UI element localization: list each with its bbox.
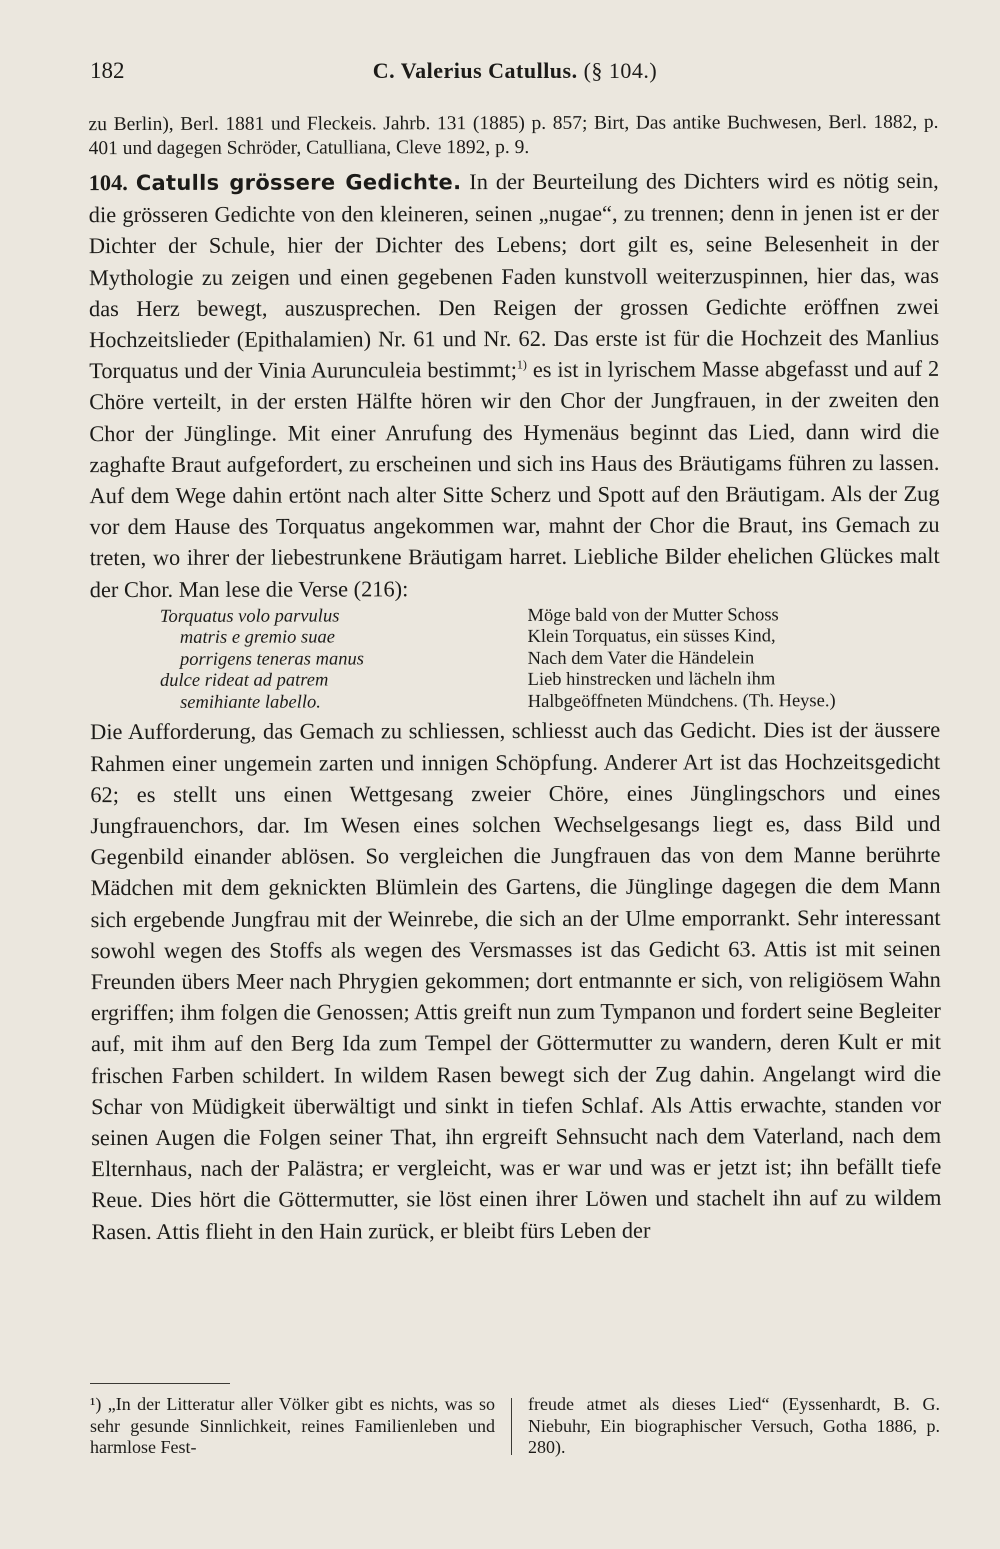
section-number: 104. xyxy=(88,170,128,196)
german-line: Klein Torquatus, ein süsses Kind, xyxy=(527,626,776,648)
latin-line: matris e gremio suae xyxy=(179,627,335,649)
carryover-paragraph: zu Berlin), Berl. 1881 und Fleckeis. Jahrb. 131 (1885) p. 857; Birt, Das antike Buchwesen, Berl. 1882, p. 401 und dagegen Schröder, Catulliana, Cleve 1892, p. 9. xyxy=(88,111,939,160)
verse-quotation xyxy=(90,605,940,715)
footnote-left-column: ¹) „In der Litteratur aller Völker gibt es nichts, was so sehr gesunde Sinnlichkeit, reines Familienleben und harmlose Fest- xyxy=(90,1394,495,1457)
paragraph-text-2: Die Aufforderung, das Gemach zu schliessen, schliesst auch das Gedicht. Dies ist der äussere Rahmen einer ungemein zarten und innigen Schöpfung. Anderer Art ist das Hochzeitsgedicht 62; es stellt uns einen Wettgesang zweier Chöre, eines Jünglingschors und eines Jungfrauenchors, dar. Im Wesen eines solchen Wechselgesangs liegt es, dass Bild und Gegenbild einander ablösen. So vergleichen die Jungfrauen das von dem Manne berührte Mädchen mit dem geknickten Blümlein des Gartens, die Jünglinge dagegen die dem Mann sich ergebende Jungfrau mit der Weinrebe, die sich an der Ulme emporrankt. Sehr interessant sowohl wegen des Stoffs als wegen des Versmasses ist das Gedicht 63. Attis ist mit seinen Freunden übers Meer nach Phrygien gekommen; dort entmannte er sich, von religiösem Wahn ergriffen; ihm folgen die Genossen; Attis greift nun zum Tympanon und fordert seine Begleiter auf, mit ihm auf den Berg Ida zum Tempel der Göttermutter zu wandern, deren Kult er mit frischen Farben schildert. In wildem Rasen bewegt sich der Zug dahin. Angelangt wird die Schar von Müdigkeit überwältigt und sinkt in tiefen Schlaf. Als Attis erwachte, standen vor seinen Augen die Folgen seiner That, ihn ergreift Sehnsucht nach dem Vaterland, nach dem Elternhaus, nach der Palästra; er vergleicht, was er war und was er jetzt ist; ihn befällt tiefe Reue. Dies hört die Göttermutter, sie löst einen ihrer Löwen und stachelt ihn auf zu wildem Rasen. Attis flieht in den Hain zurück, er bleibt fürs Leben der xyxy=(90,717,942,1244)
latin-line: porrigens teneras manus xyxy=(179,649,364,670)
running-head-title: C. Valerius Catullus. xyxy=(372,58,578,83)
footnote-rule xyxy=(90,1383,230,1384)
german-line: Nach dem Vater die Händelein xyxy=(527,648,755,669)
paragraph-text: In der Beurteilung des Dichters wird es nötig sein, die grösseren Gedichte von den kleineren, seinen „nugae“, zu trennen; denn in jenen ist er der Dichter der Schule, hier der Dichter des Lebens; dort gilt es, seine Belesenheit in der Mythologie zu zeigen und einen gegebenen Faden kunstvoll weiterzuspinnen, hier das, was das Herz bewegt, auszusprechen. Den Reigen der grossen Gedichte eröffnen zwei Hochzeitslieder (Epithalamien) Nr. 61 und Nr. 62. Das erste ist für die Hochzeit des Manlius Torquatus und der Vinia Aurunculeia bestimmt; xyxy=(88,167,940,384)
latin-line: Torquatus volo parvulus xyxy=(159,606,340,627)
section-paragraph xyxy=(89,165,940,605)
footnote-ref: 1) xyxy=(516,357,527,372)
footnote-column-divider xyxy=(511,1398,512,1455)
footnote-right-column: freude atmet als dieses Lied“ (Eyssenhardt, B. G. Niebuhr, Ein biographischer Versuch, Gotha 1886, p. 280). xyxy=(528,1394,940,1457)
paragraph-text-cont: es ist in lyrischem Masse abgefasst und auf 2 Chöre verteilt, in der ersten Hälfte hören wir den Chor der Jungfrauen, in der zweiten den Chor der Jünglinge. Mit einer Anrufung des Hymenäus beginnt das Lied, dann wird die zaghafte Braut aufgefordert, zu erscheinen und sich ins Haus des Bräutigams führen zu lassen. Auf dem Wege dahin ertönt nach alter Sitte Scherz und Spott auf den Bräutigam. Als der Zug vor dem Hause des Torquatus angekommen war, mahnt der Chor die Braut, ins Gemach zu treten, wo ihrer der liebestrunkene Bräutigam harret. Liebliche Bilder ehelichen Glückes malt der Chor. Man lese die Verse (216): xyxy=(89,356,940,602)
footnotes xyxy=(90,1394,940,1459)
latin-verse xyxy=(90,606,528,715)
german-translation xyxy=(527,605,940,714)
latin-line: semihiante labello. xyxy=(180,692,321,713)
german-line: Möge bald von der Mutter Schoss xyxy=(527,605,779,626)
german-line: Lieb hinstrecken und lächeln ihm xyxy=(527,669,776,691)
running-head-section: (§ 104.) xyxy=(583,58,658,83)
page-number: 182 xyxy=(90,58,125,83)
latin-line: dulce rideat ad patrem xyxy=(159,670,329,692)
page-header xyxy=(90,58,940,88)
running-head xyxy=(90,58,940,84)
section-title: Catulls grössere Gedichte. xyxy=(135,170,462,195)
main-text xyxy=(89,111,942,1247)
german-line: Halbgeöffneten Mündchens. (Th. Heyse.) xyxy=(527,691,836,712)
